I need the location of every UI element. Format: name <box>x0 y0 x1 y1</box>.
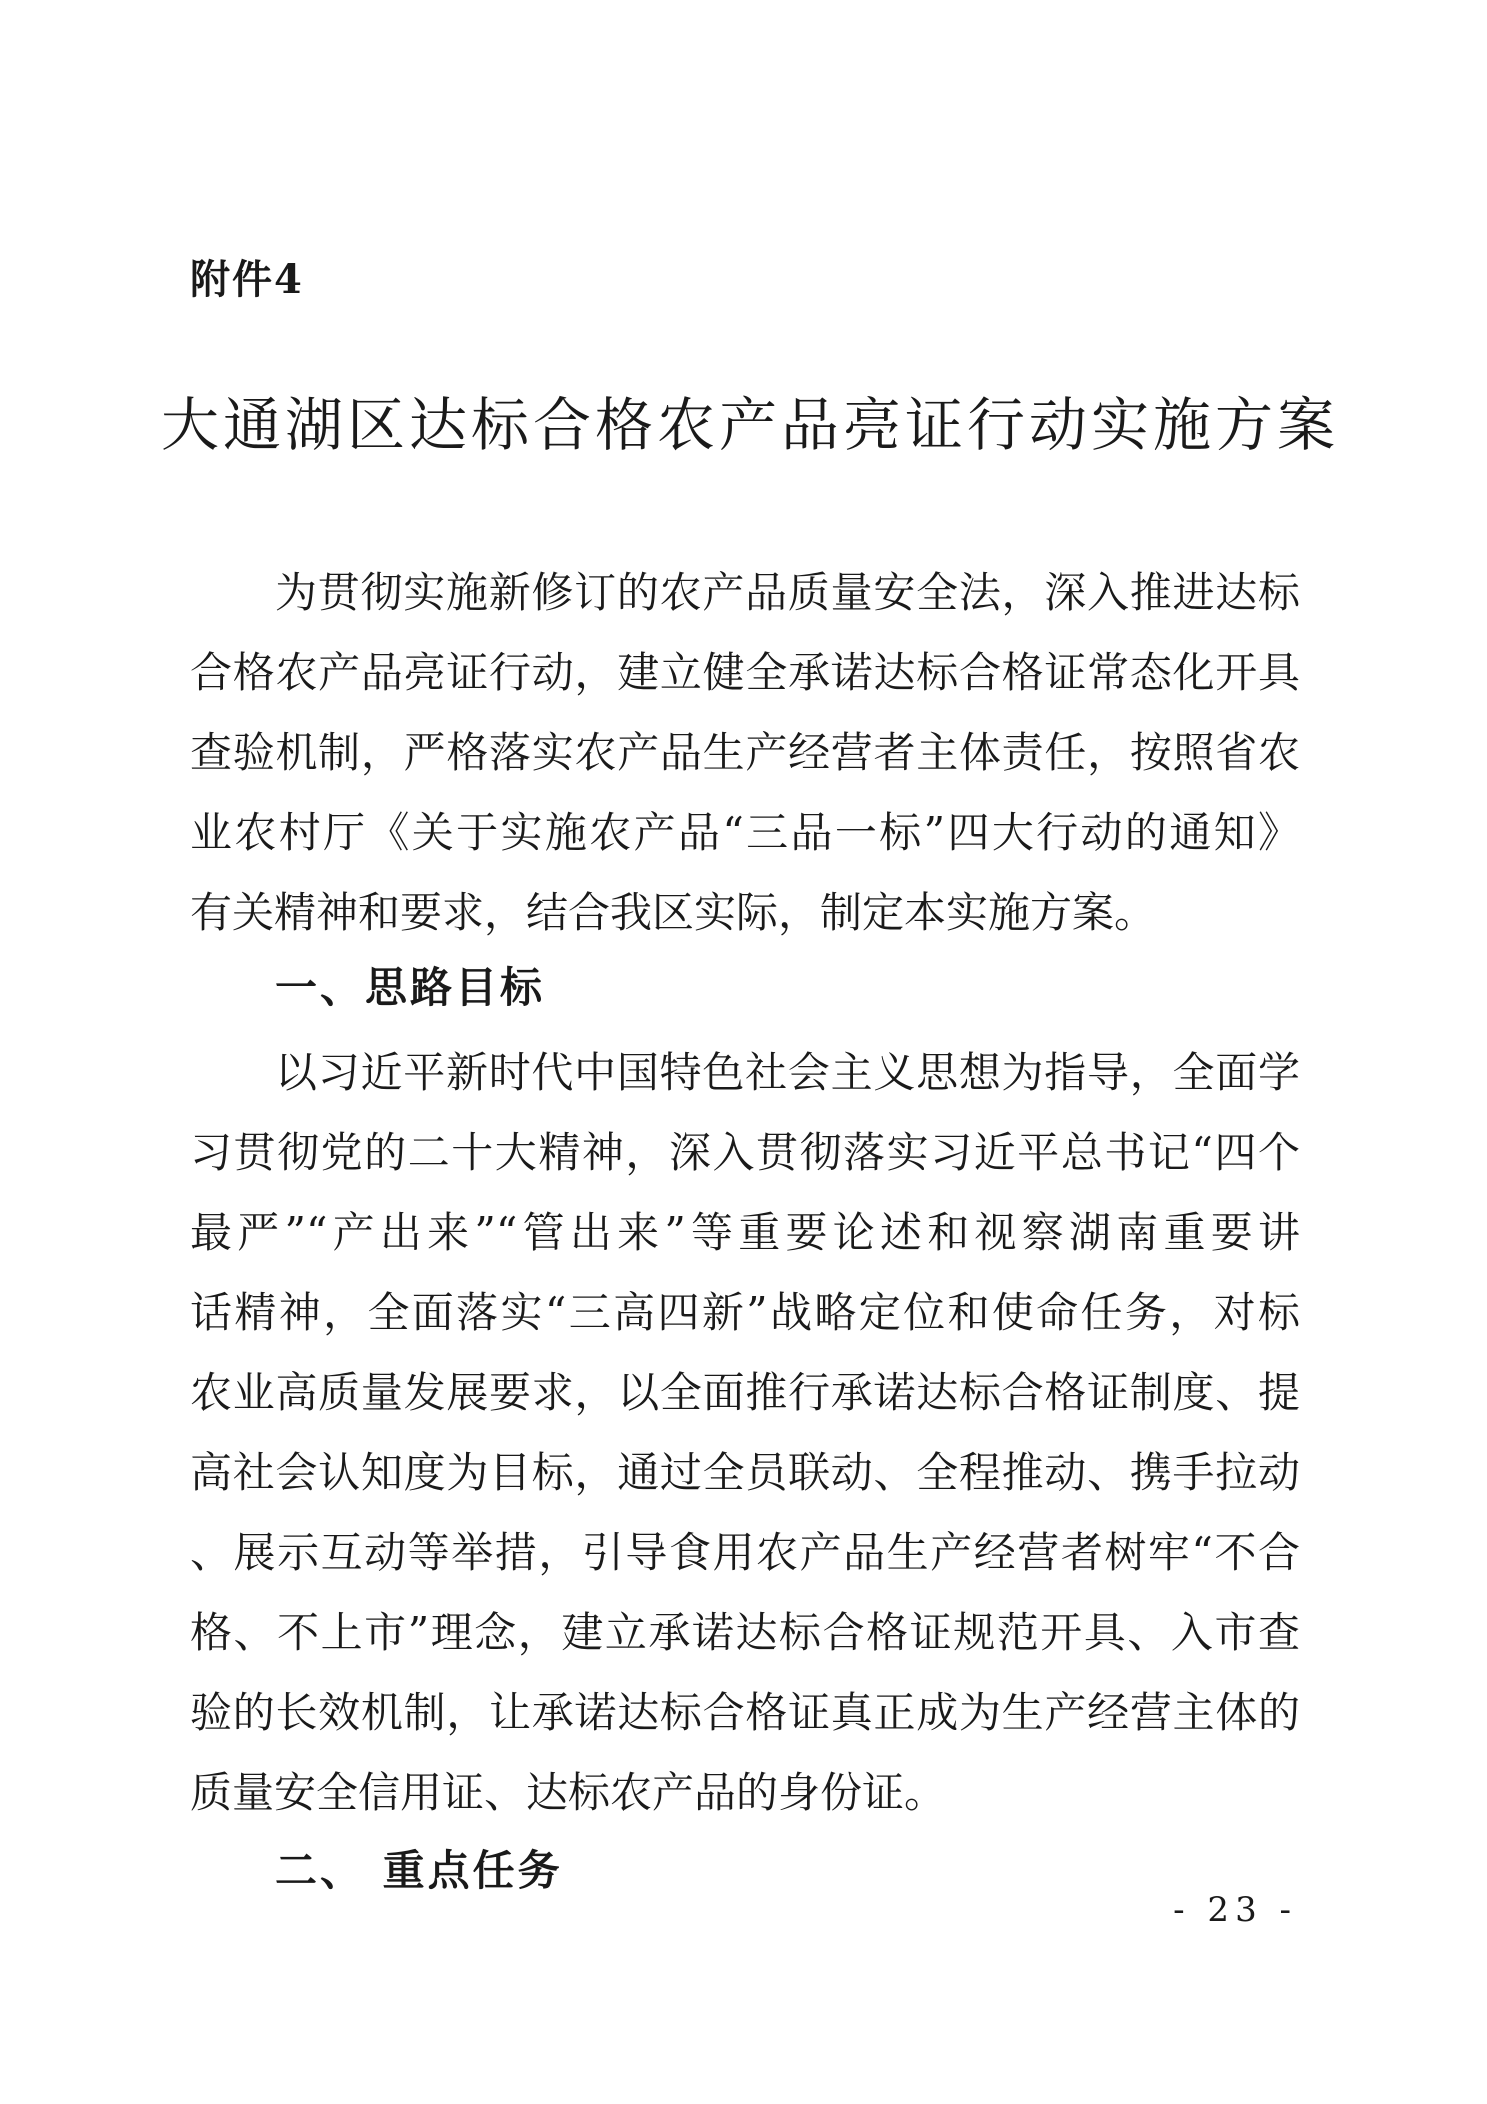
attachment-label: 附件4 <box>190 256 304 303</box>
body-line: 习贯彻党的二十大精神，深入贯彻落实习近平总书记“四个 <box>190 1128 1300 1177</box>
intro-line: 有关精神和要求，结合我区实际，制定本实施方案。 <box>190 888 1157 937</box>
body-line: 农业高质量发展要求，以全面推行承诺达标合格证制度、提 <box>190 1368 1300 1417</box>
page-number: - 23 - <box>1173 1890 1297 1930</box>
body-line: 验的长效机制，让承诺达标合格证真正成为生产经营主体的 <box>190 1688 1300 1737</box>
intro-line: 为贯彻实施新修订的农产品质量安全法，深入推进达标 <box>275 568 1300 617</box>
section-heading: 二、 重点任务 <box>275 1846 563 1895</box>
body-line: 质量安全信用证、达标农产品的身份证。 <box>190 1768 947 1817</box>
body-line: 格、不上市”理念，建立承诺达标合格证规范开具、入市查 <box>190 1608 1300 1657</box>
intro-line: 合格农产品亮证行动，建立健全承诺达标合格证常态化开具 <box>190 648 1300 697</box>
body-line: 高社会认知度为目标，通过全员联动、全程推动、携手拉动 <box>190 1448 1300 1497</box>
intro-line: 业农村厅《关于实施农产品“三品一标”四大行动的通知》 <box>190 808 1300 857</box>
section-heading: 一、思路目标 <box>275 963 546 1012</box>
body-line: 、展示互动等举措，引导食用农产品生产经营者树牢“不合 <box>190 1528 1300 1577</box>
body-line: 最严”“产出来”“管出来”等重要论述和视察湖南重要讲 <box>190 1208 1300 1257</box>
intro-line: 查验机制，严格落实农产品生产经营者主体责任，按照省农 <box>190 728 1300 777</box>
body-line: 话精神，全面落实“三高四新”战略定位和使命任务，对标 <box>190 1288 1300 1337</box>
body-line: 以习近平新时代中国特色社会主义思想为指导，全面学 <box>275 1048 1300 1097</box>
document-title: 大通湖区达标合格农产品亮证行动实施方案 <box>160 391 1339 459</box>
